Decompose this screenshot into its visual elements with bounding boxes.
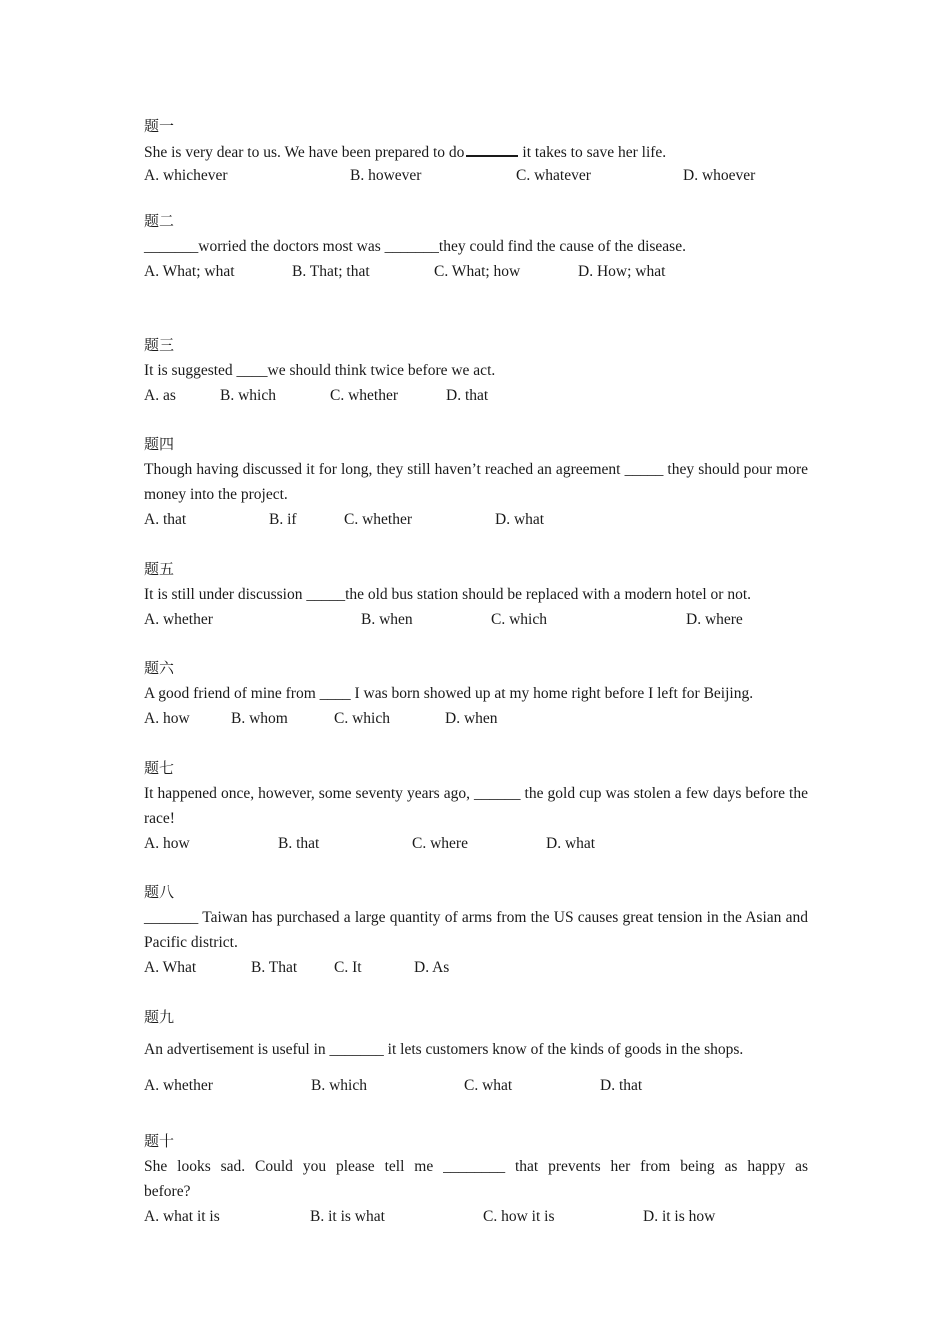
answer-blank [466, 143, 518, 157]
options-row [144, 509, 808, 531]
options-row [144, 833, 808, 855]
options-row [144, 1075, 808, 1097]
option-a: A. what it is [144, 1208, 220, 1225]
option-c: C. which [491, 611, 547, 628]
options-row [144, 708, 808, 730]
option-b: B. whom [231, 710, 288, 727]
options-row [144, 1206, 808, 1228]
option-d: D. How; what [578, 263, 666, 280]
option-c: C. how it is [483, 1208, 555, 1225]
question-9 [144, 1009, 808, 1097]
option-d: D. that [600, 1077, 643, 1094]
option-d: D. when [445, 710, 498, 727]
question-4 [144, 436, 808, 531]
option-b: B. however [350, 167, 422, 184]
question-title: 题一 [144, 119, 175, 135]
question-title: 题六 [144, 661, 175, 677]
question-title: 题九 [144, 1010, 175, 1026]
options-row [144, 165, 808, 187]
option-b: B. which [311, 1077, 367, 1094]
option-a: A. What; what [144, 263, 235, 280]
question-stem: She looks sad. Could you please tell me ________ that prevents her from being as happy as before? [144, 1158, 808, 1200]
question-stem: _______worried the doctors most was _______they could find the cause of the disease. [144, 238, 686, 255]
question-stem: It happened once, however, some seventy years ago, ______ the gold cup was stolen a few days before the race! [144, 785, 808, 827]
options-row [144, 957, 808, 979]
question-stem: _______ Taiwan has purchased a large quantity of arms from the US causes great tension in the Asian and Pacific district. [144, 909, 808, 951]
question-stem [144, 140, 808, 165]
question-stem: Though having discussed it for long, they still haven’t reached an agreement _____ they should pour more money into the project. [144, 461, 808, 503]
question-title: 题五 [144, 562, 175, 578]
question-6 [144, 660, 808, 730]
option-a: A. whichever [144, 167, 228, 184]
option-c: C. What; how [434, 263, 521, 280]
question-title: 题二 [144, 214, 175, 230]
question-title: 题三 [144, 338, 175, 354]
option-c: C. whether [330, 387, 399, 404]
option-b: B. if [269, 511, 297, 528]
question-title: 题十 [144, 1134, 175, 1150]
question-title: 题四 [144, 437, 175, 453]
question-stem: A good friend of mine from ____ I was born showed up at my home right before I left for Beijing. [144, 685, 754, 702]
option-b: B. it is what [310, 1208, 385, 1225]
option-c: C. which [334, 710, 390, 727]
option-a: A. how [144, 710, 190, 727]
option-b: B. which [220, 387, 276, 404]
option-d: D. where [686, 611, 743, 628]
question-1 [144, 118, 808, 187]
question-5 [144, 561, 808, 631]
option-a: A. as [144, 387, 176, 404]
question-8 [144, 884, 808, 979]
question-stem: It is still under discussion _____the old bus station should be replaced with a modern hotel or not. [144, 586, 751, 603]
option-b: B. That; that [292, 263, 370, 280]
options-row [144, 261, 808, 283]
option-a: A. whether [144, 1077, 213, 1094]
options-row [144, 385, 808, 407]
options-row [144, 609, 808, 631]
question-10 [144, 1133, 808, 1228]
option-a: A. that [144, 511, 187, 528]
stem-after: it takes to save her life. [522, 144, 667, 161]
option-a: A. What [144, 959, 197, 976]
option-a: A. how [144, 835, 190, 852]
option-a: A. whether [144, 611, 213, 628]
option-d: D. it is how [643, 1208, 716, 1225]
question-title: 题八 [144, 885, 175, 901]
option-b: B. that [278, 835, 320, 852]
question-7 [144, 760, 808, 855]
option-b: B. when [361, 611, 413, 628]
option-b: B. That [251, 959, 298, 976]
option-d: D. that [446, 387, 489, 404]
question-stem: An advertisement is useful in _______ it lets customers know of the kinds of goods in the shops. [144, 1041, 744, 1058]
question-3 [144, 337, 808, 407]
option-c: C. whatever [516, 167, 591, 184]
option-d: D. what [546, 835, 596, 852]
option-c: C. It [334, 959, 362, 976]
option-d: D. what [495, 511, 545, 528]
question-title: 题七 [144, 761, 175, 777]
option-d: D. whoever [683, 167, 756, 184]
question-2 [144, 213, 808, 283]
option-c: C. whether [344, 511, 413, 528]
option-d: D. As [414, 959, 450, 976]
option-c: C. what [464, 1077, 513, 1094]
option-c: C. where [412, 835, 468, 852]
question-stem: It is suggested ____we should think twice before we act. [144, 362, 496, 379]
stem-before: She is very dear to us. We have been prepared to do [144, 144, 465, 161]
